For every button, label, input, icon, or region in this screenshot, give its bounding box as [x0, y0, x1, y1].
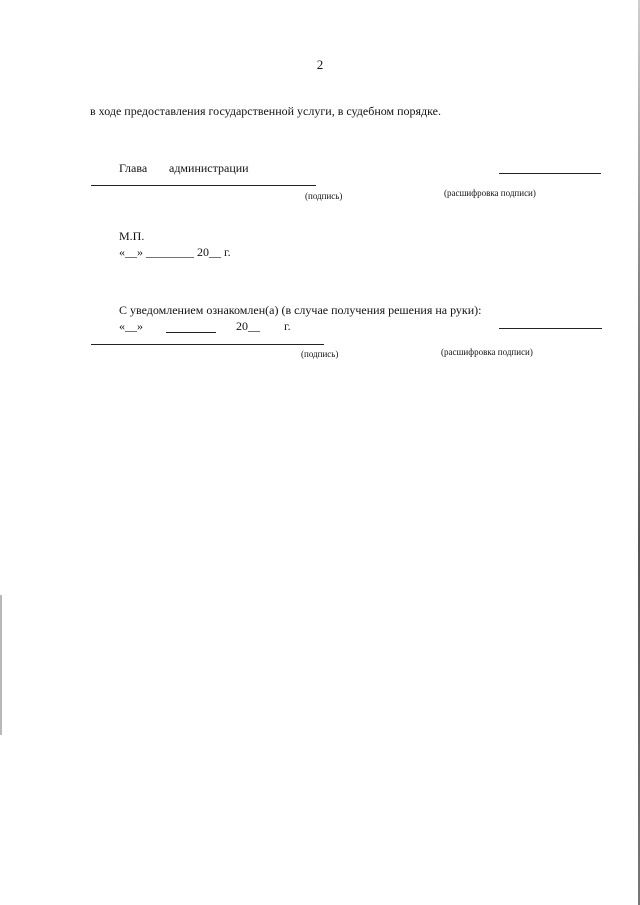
stamp-label: М.П. [119, 229, 145, 243]
decode-caption-head: (расшифровка подписи) [444, 188, 536, 198]
head-title-word2: администрации [169, 161, 249, 175]
signature-caption-ack: (подпись) [301, 349, 339, 359]
ack-date-suffix: г. [284, 319, 291, 333]
ack-date-month-line [166, 332, 216, 333]
signature-line-ack [91, 344, 324, 345]
decode-caption-ack: (расшифровка подписи) [441, 347, 533, 357]
intro-line: в ходе предоставления государственной услуги, в судебном порядке. [90, 104, 442, 118]
ack-date-year: 20__ [236, 319, 260, 333]
decode-line-head [499, 173, 601, 174]
signature-caption-head: (подпись) [305, 191, 343, 201]
date-line-head: «__» ________ 20__ г. [119, 245, 231, 259]
ack-date-quote: «__» [119, 319, 143, 333]
signature-line-head [91, 185, 316, 186]
head-title-word1: Глава [119, 161, 148, 175]
acknowledgement-text: С уведомлением ознакомлен(а) (в случае получения решения на руки): [119, 303, 482, 317]
scan-edge-left [0, 595, 2, 735]
page-number: 2 [316, 57, 324, 72]
decode-line-ack [499, 328, 602, 329]
